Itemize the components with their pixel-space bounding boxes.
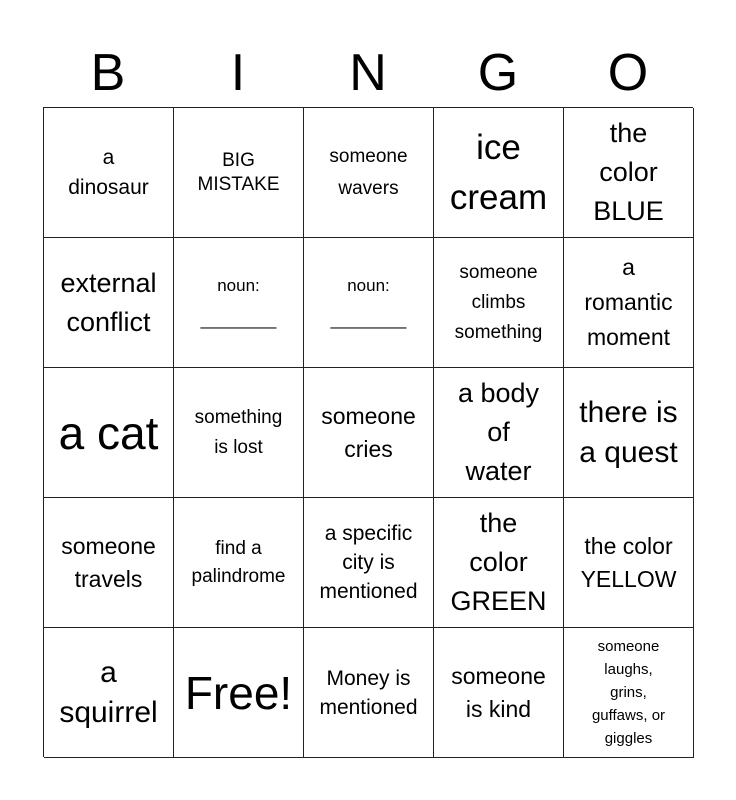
header-letter-b: B bbox=[90, 44, 126, 102]
cell-text: there is a quest bbox=[579, 395, 678, 469]
cell-text: ice cream bbox=[449, 127, 548, 217]
cell-text: a specific city is mentioned bbox=[319, 522, 418, 603]
bingo-cell[interactable] bbox=[434, 368, 564, 498]
bingo-cell[interactable] bbox=[44, 238, 174, 368]
bingo-card-grid bbox=[43, 107, 693, 757]
bingo-cell[interactable] bbox=[304, 108, 434, 238]
cell-text: someone laughs, grins, guffaws, or giggles bbox=[591, 638, 666, 747]
bingo-cell[interactable] bbox=[434, 628, 564, 758]
bingo-cell[interactable] bbox=[564, 498, 694, 628]
cell-text: Free! bbox=[184, 666, 293, 719]
cell-text: a squirrel bbox=[59, 655, 158, 729]
header-letter-g: G bbox=[477, 44, 519, 102]
cell-text: noun: ________ bbox=[330, 275, 407, 329]
cell-text: Money is mentioned bbox=[319, 666, 418, 719]
header-letter-o: O bbox=[607, 44, 649, 102]
cell-text: BIG MISTAKE bbox=[197, 149, 280, 195]
cell-text: a cat bbox=[58, 406, 159, 459]
bingo-cell[interactable] bbox=[564, 238, 694, 368]
bingo-cell[interactable] bbox=[304, 628, 434, 758]
bingo-cell[interactable] bbox=[174, 628, 304, 758]
bingo-header bbox=[43, 40, 693, 106]
cell-text: someone wavers bbox=[329, 145, 408, 199]
bingo-cell[interactable] bbox=[174, 368, 304, 498]
cell-text: external conflict bbox=[60, 267, 157, 337]
cell-text: someone travels bbox=[61, 532, 156, 592]
cell-text: find a palindrome bbox=[191, 537, 286, 587]
cell-text: a romantic moment bbox=[584, 254, 673, 350]
header-letter-i: I bbox=[230, 44, 246, 102]
bingo-cell[interactable] bbox=[564, 628, 694, 758]
cell-text: the color YELLOW bbox=[580, 532, 677, 592]
cell-text: a body of water bbox=[457, 378, 540, 486]
bingo-cell[interactable] bbox=[304, 498, 434, 628]
bingo-cell[interactable] bbox=[434, 498, 564, 628]
bingo-cell[interactable] bbox=[44, 628, 174, 758]
bingo-cell[interactable] bbox=[174, 498, 304, 628]
bingo-cell[interactable] bbox=[304, 238, 434, 368]
bingo-cell[interactable] bbox=[434, 108, 564, 238]
bingo-cell[interactable] bbox=[44, 368, 174, 498]
cell-text: the color BLUE bbox=[593, 118, 664, 226]
bingo-cell[interactable] bbox=[564, 108, 694, 238]
cell-text: someone climbs something bbox=[454, 261, 543, 343]
cell-text: someone is kind bbox=[451, 662, 546, 722]
bingo-cell[interactable] bbox=[174, 238, 304, 368]
cell-text: a dinosaur bbox=[68, 145, 149, 199]
cell-text: noun: ________ bbox=[200, 275, 277, 329]
cell-text: the color GREEN bbox=[450, 508, 547, 616]
header-letter-n: N bbox=[349, 44, 387, 102]
bingo-cell[interactable] bbox=[564, 368, 694, 498]
bingo-cell[interactable] bbox=[44, 498, 174, 628]
bingo-cell[interactable] bbox=[304, 368, 434, 498]
cell-text: someone cries bbox=[321, 402, 416, 462]
bingo-cell[interactable] bbox=[434, 238, 564, 368]
bingo-cell[interactable] bbox=[174, 108, 304, 238]
bingo-cell[interactable] bbox=[44, 108, 174, 238]
cell-text: something is lost bbox=[194, 406, 283, 458]
